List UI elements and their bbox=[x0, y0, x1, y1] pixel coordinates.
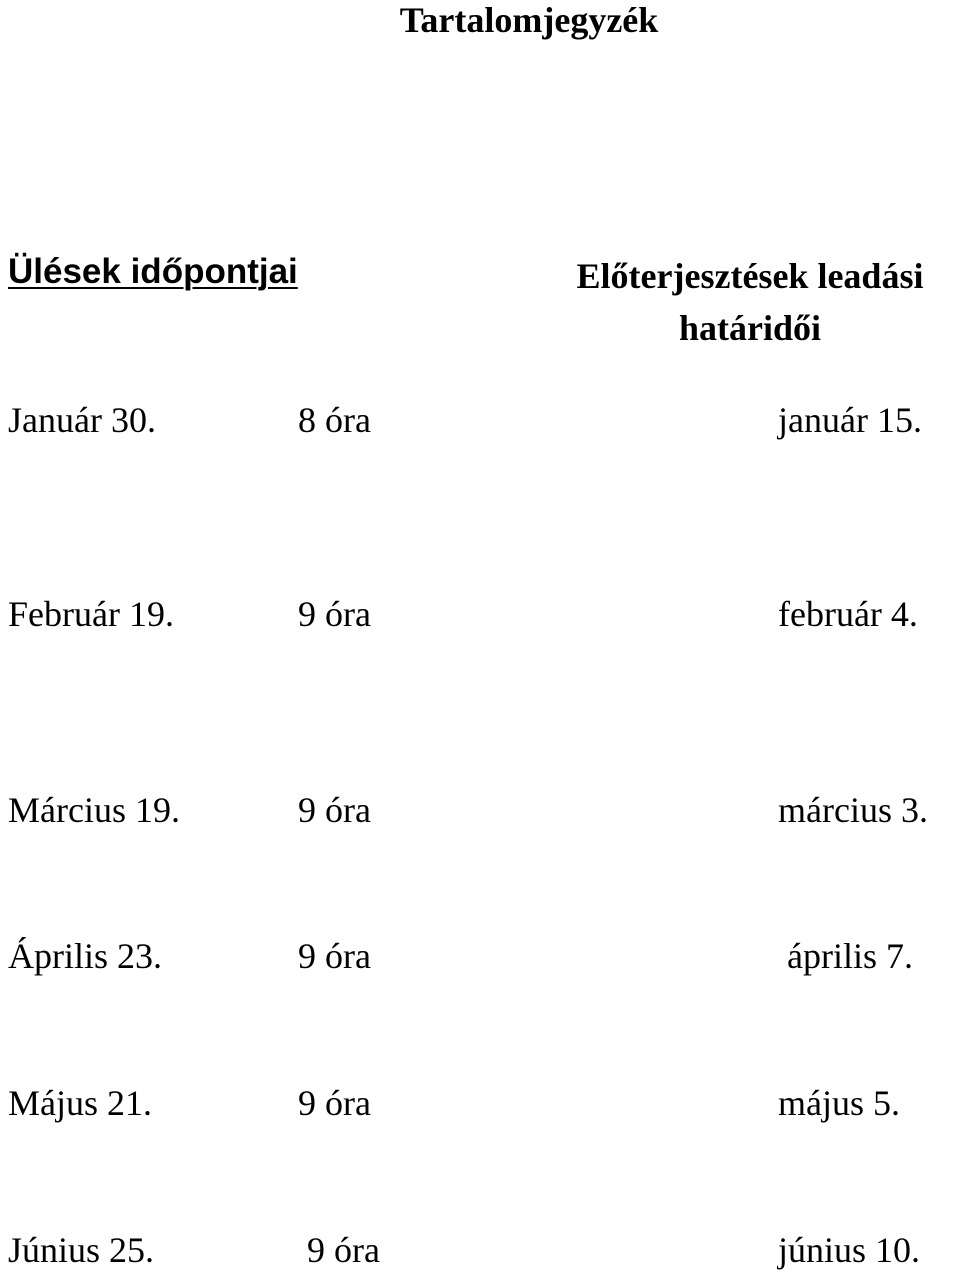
submission-deadline: február 4. bbox=[778, 594, 918, 634]
schedule-row bbox=[0, 590, 960, 638]
submission-deadline: január 15. bbox=[778, 400, 922, 440]
schedule-row bbox=[0, 1079, 960, 1127]
schedule-row bbox=[0, 932, 960, 980]
document-title: Tartalomjegyzék bbox=[399, 0, 659, 40]
schedule-row bbox=[0, 1226, 960, 1274]
meeting-time: 9 óra bbox=[298, 1083, 371, 1123]
submission-deadline: május 5. bbox=[778, 1083, 900, 1123]
meeting-time: 9 óra bbox=[298, 594, 371, 634]
schedule-row bbox=[0, 396, 960, 444]
meeting-date: Június 25. bbox=[8, 1230, 155, 1270]
submission-deadline: április 7. bbox=[787, 936, 913, 976]
meeting-time: 9 óra bbox=[298, 936, 371, 976]
submission-deadline: március 3. bbox=[778, 790, 928, 830]
deadlines-heading-line-2: határidői bbox=[678, 308, 821, 348]
meeting-date: Április 23. bbox=[8, 936, 163, 976]
meeting-date: Március 19. bbox=[8, 790, 180, 830]
meeting-time: 9 óra bbox=[298, 790, 371, 830]
submission-deadline: június 10. bbox=[778, 1230, 921, 1270]
meeting-time: 8 óra bbox=[298, 400, 371, 440]
meetings-column-heading: Ülések időpontjai bbox=[8, 252, 298, 291]
meeting-date: Május 21. bbox=[8, 1083, 152, 1123]
schedule-row bbox=[0, 786, 960, 834]
meeting-date: Február 19. bbox=[8, 594, 174, 634]
meeting-date: Január 30. bbox=[8, 400, 156, 440]
meeting-time: 9 óra bbox=[307, 1230, 380, 1270]
deadlines-column-heading bbox=[480, 250, 960, 354]
deadlines-heading-line-1: Előterjesztések leadási bbox=[576, 256, 924, 296]
